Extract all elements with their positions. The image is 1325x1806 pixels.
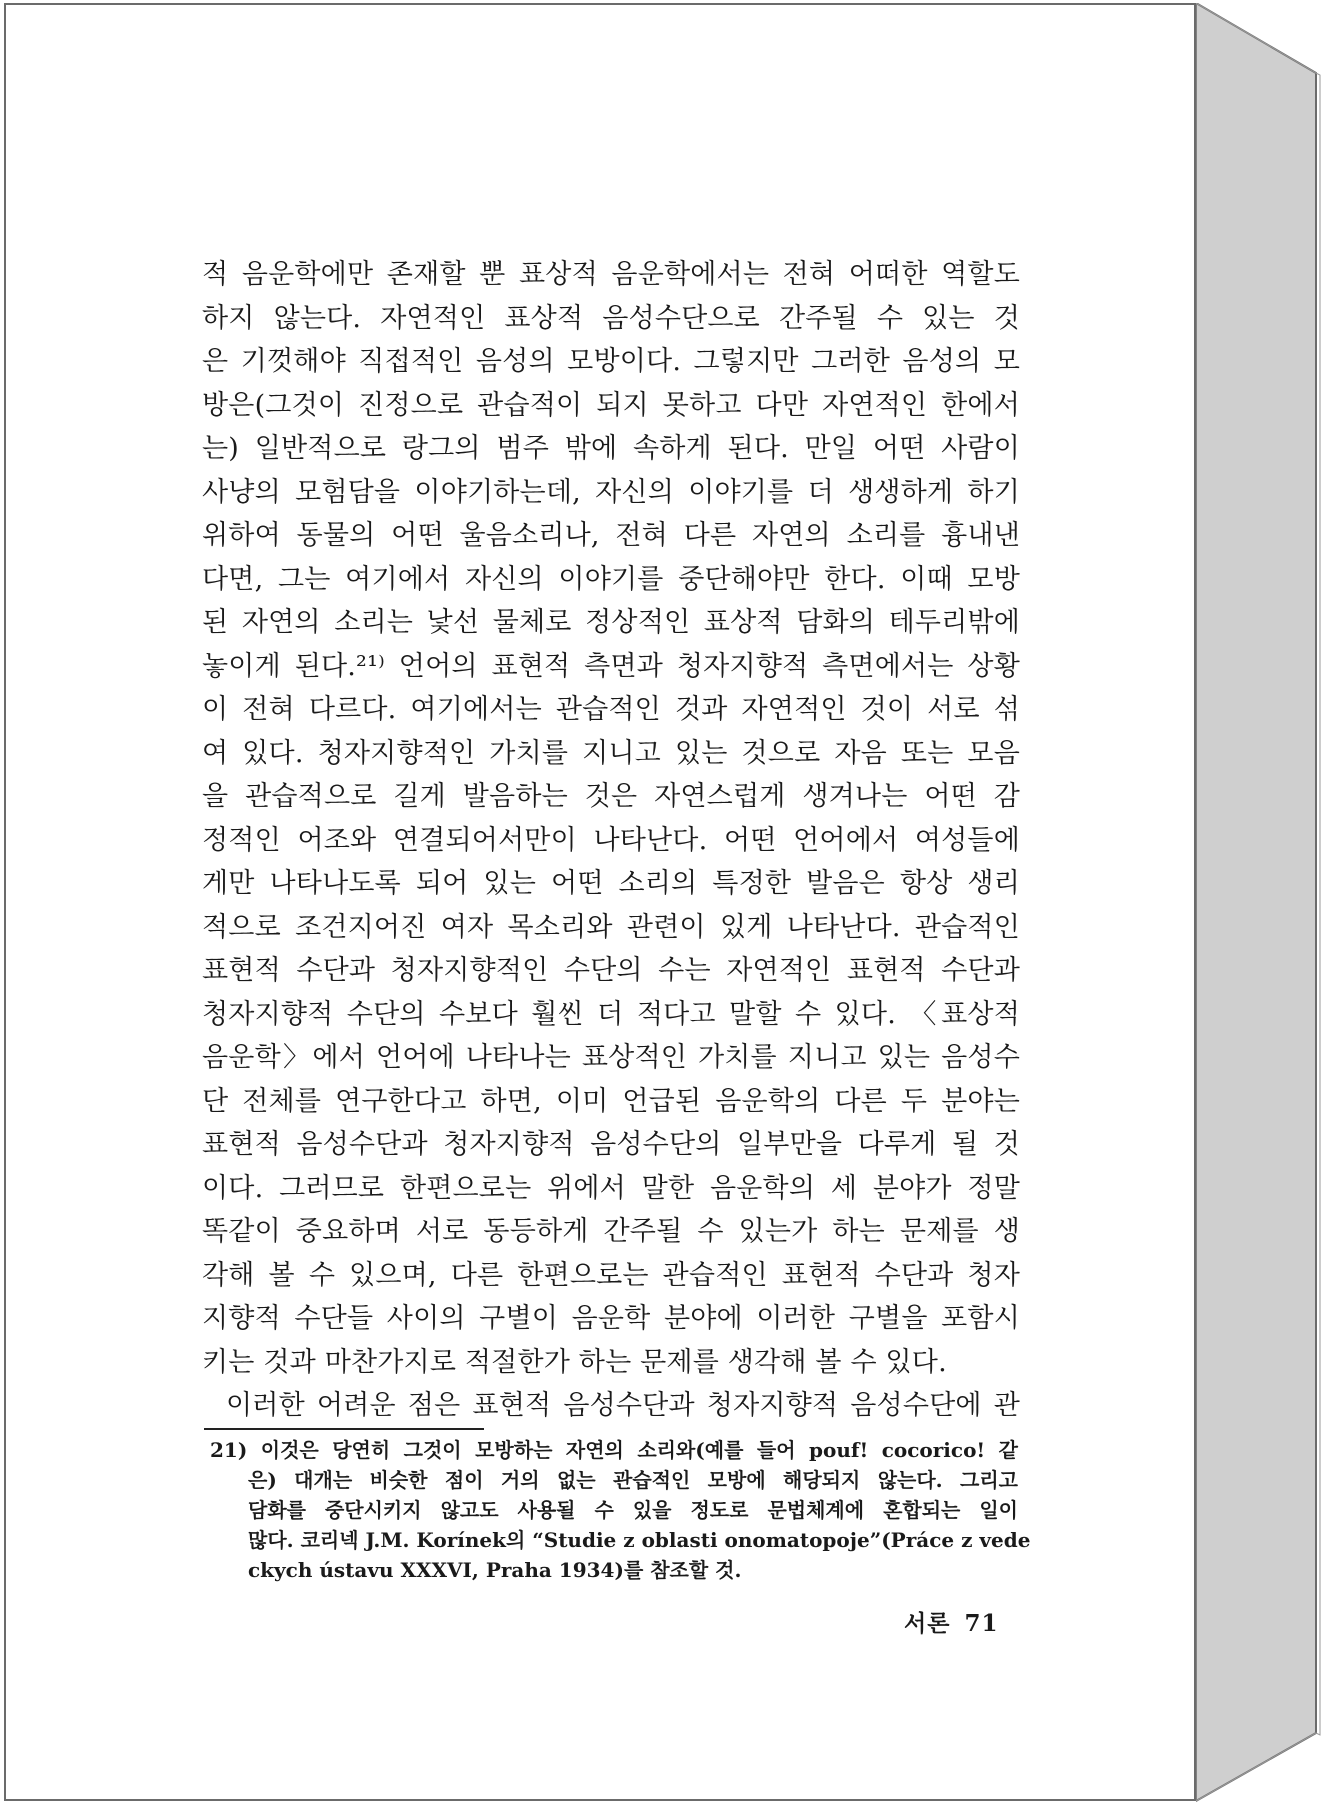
footnote-line: 21) 이것은 당연히 그것이 모방하는 자연의 소리와(예를 들어 pouf! cocorico! 같 [210, 1438, 1018, 1462]
text-line: 이 전혀 다르다. 여기에서는 관습적인 것과 자연적인 것이 서로 섞 [202, 694, 1020, 725]
text-line: 놓이게 된다.²¹⁾ 언어의 표현적 측면과 청자지향적 측면에서는 상황 [202, 650, 1020, 682]
text-line: 여 있다. 청자지향적인 가치를 지니고 있는 것으로 자음 또는 모음 [202, 737, 1020, 769]
text-line: 은 기껏해야 직접적인 음성의 모방이다. 그렇지만 그러한 음성의 모 [202, 346, 1020, 377]
text-line: 사냥의 모험담을 이야기하는데, 자신의 이야기를 더 생생하게 하기 [202, 476, 1020, 508]
footnote-line: 담화를 중단시키지 않고도 사용될 수 있을 정도로 문법체계에 혼합되는 일이 [248, 1498, 1018, 1522]
book-edge [1196, 3, 1321, 1803]
text-line: 위하여 동물의 어떤 울음소리나, 전혀 다른 자연의 소리를 흉내낸 [202, 520, 1020, 551]
text-line: 표현적 수단과 청자지향적인 수단의 수는 자연적인 표현적 수단과 [202, 955, 1020, 986]
footnote-divider [204, 1428, 484, 1430]
text-line: 다면, 그는 여기에서 자신의 이야기를 중단해야만 한다. 이때 모방 [202, 563, 1020, 595]
text-line: 음운학〉에서 언어에 나타나는 표상적인 가치를 지니고 있는 음성수 [202, 1042, 1020, 1073]
text-line: 청자지향적 수단의 수보다 훨씬 더 적다고 말할 수 있다. 〈표상적 [202, 998, 1020, 1030]
page-number: 71 [964, 1610, 999, 1637]
text-line: 적으로 조건지어진 여자 목소리와 관련이 있게 나타난다. 관습적인 [202, 911, 1020, 943]
paragraph-start-line: 이러한 어려운 점은 표현적 음성수단과 청자지향적 음성수단에 관 [226, 1390, 1020, 1421]
body-text [202, 253, 1020, 1428]
text-line: 적 음운학에만 존재할 뿐 표상적 음운학에서는 전혀 어떠한 역할도 [202, 259, 1020, 290]
text-line: 을 관습적으로 길게 발음하는 것은 자연스럽게 생겨나는 어떤 감 [202, 781, 1020, 812]
text-line: 방은(그것이 진정으로 관습적이 되지 못하고 다만 자연적인 한에서 [202, 389, 1020, 421]
footnote-line: 많다. 코리넥 J.M. Korínek의 “Studie z oblasti onomatopoje”(Práce z vede [248, 1528, 1031, 1552]
text-line: 각해 볼 수 있으며, 다른 한편으로는 관습적인 표현적 수단과 청자 [202, 1259, 1020, 1291]
text-line: 키는 것과 마찬가지로 적절한가 하는 문제를 생각해 볼 수 있다. [202, 1346, 947, 1378]
text-line: 는) 일반적으로 랑그의 범주 밖에 속하게 된다. 만일 어떤 사람이 [202, 433, 1020, 464]
footnotes [210, 1435, 1031, 1585]
book-edge-shape [1196, 3, 1321, 1803]
text-line: 하지 않는다. 자연적인 표상적 음성수단으로 간주될 수 있는 것 [202, 302, 1020, 334]
footnote-line: ckych ústavu XXXVI, Praha 1934)를 참조할 것. [248, 1558, 742, 1582]
text-line: 된 자연의 소리는 낯선 물체로 정상적인 표상적 담화의 테두리밖에 [202, 607, 1020, 638]
text-line: 지향적 수단들 사이의 구별이 음운학 분야에 이러한 구별을 포함시 [202, 1303, 1020, 1334]
text-line: 이다. 그러므로 한편으로는 위에서 말한 음운학의 세 분야가 정말 [202, 1172, 1020, 1204]
text-line: 똑같이 중요하며 서로 동등하게 간주될 수 있는가 하는 문제를 생 [202, 1216, 1020, 1247]
text-line: 단 전체를 연구한다고 하면, 이미 언급된 음운학의 다른 두 분야는 [202, 1085, 1020, 1117]
page-footer [904, 1605, 1012, 1638]
book-page [4, 3, 1196, 1801]
text-line: 표현적 음성수단과 청자지향적 음성수단의 일부만을 다루게 될 것 [202, 1129, 1020, 1160]
section-title: 서론 [904, 1610, 951, 1637]
text-line: 정적인 어조와 연결되어서만이 나타난다. 어떤 언어에서 여성들에 [202, 824, 1020, 856]
text-line: 게만 나타나도록 되어 있는 어떤 소리의 특정한 발음은 항상 생리 [202, 868, 1020, 899]
footnote-line: 은) 대개는 비슷한 점이 거의 없는 관습적인 모방에 해당되지 않는다. 그리고 [248, 1468, 1018, 1492]
